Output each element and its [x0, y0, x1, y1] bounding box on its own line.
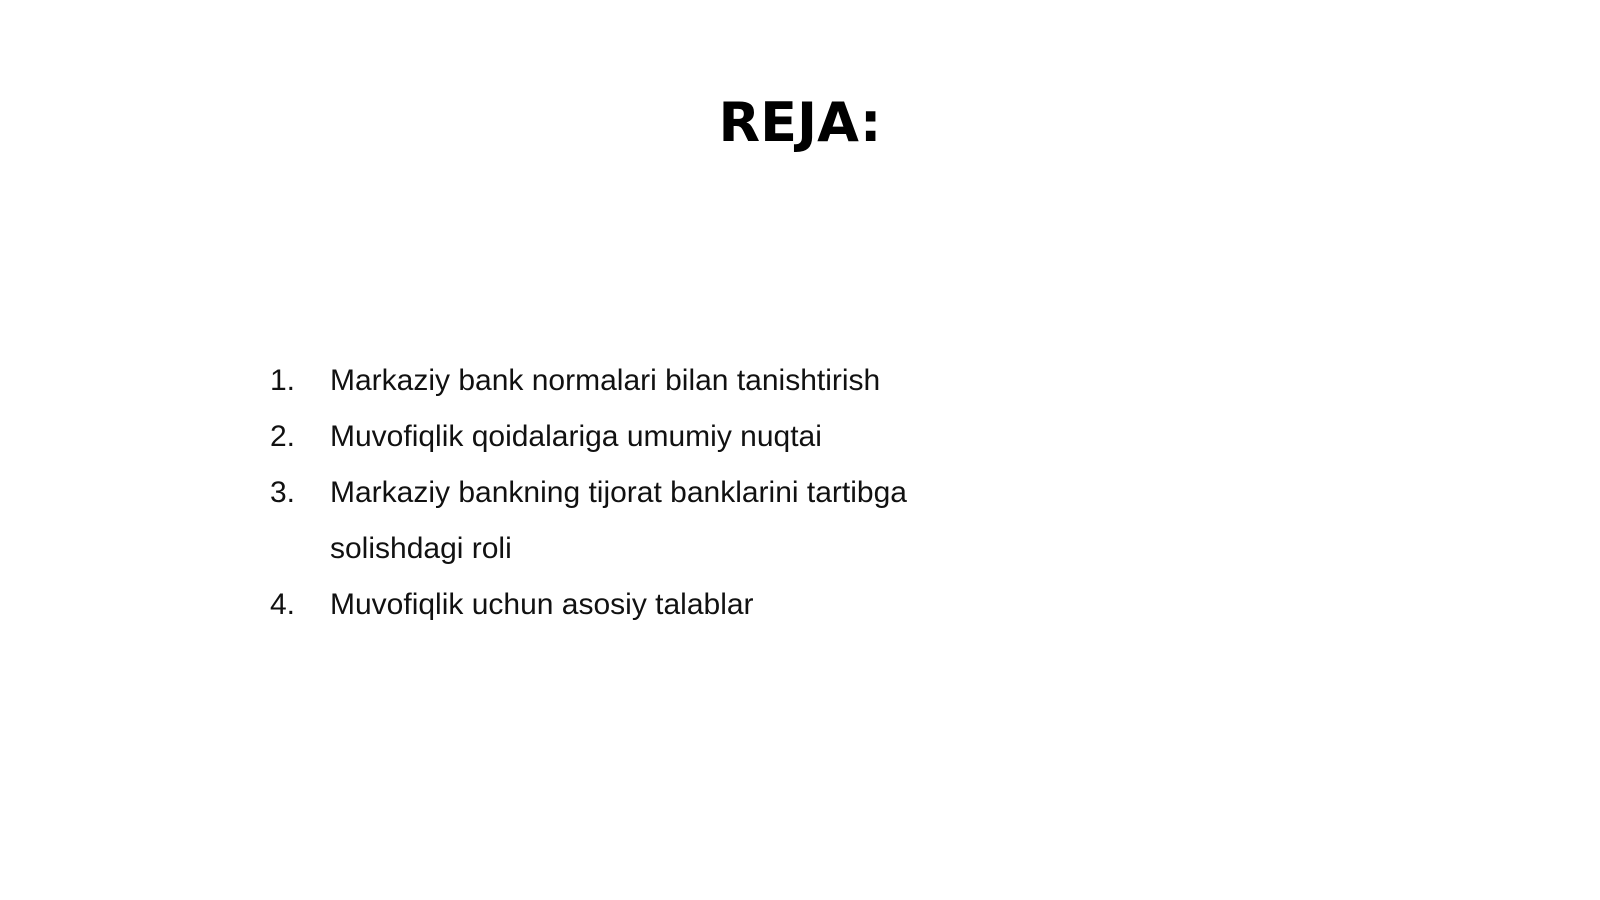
list-item — [270, 409, 970, 465]
list-item-number: 2. — [270, 420, 296, 453]
list-item-number: 4. — [270, 588, 296, 621]
list-item — [270, 353, 970, 409]
agenda-list — [270, 353, 970, 633]
list-item — [270, 577, 970, 633]
list-item-text: Markaziy bank normalari bilan tanishtirish — [330, 364, 881, 397]
list-item-text: Markaziy bankning tijorat banklarini tartibga solishdagi roli — [330, 476, 907, 565]
list-item-text: Muvofiqlik qoidalariga umumiy nuqtai — [330, 420, 822, 453]
slide-title: REJA: — [718, 91, 882, 154]
list-item-number: 3. — [270, 476, 296, 509]
list-item — [270, 465, 970, 577]
list-item-text: Muvofiqlik uchun asosiy talablar — [330, 588, 754, 621]
list-item-number: 1. — [270, 364, 296, 397]
